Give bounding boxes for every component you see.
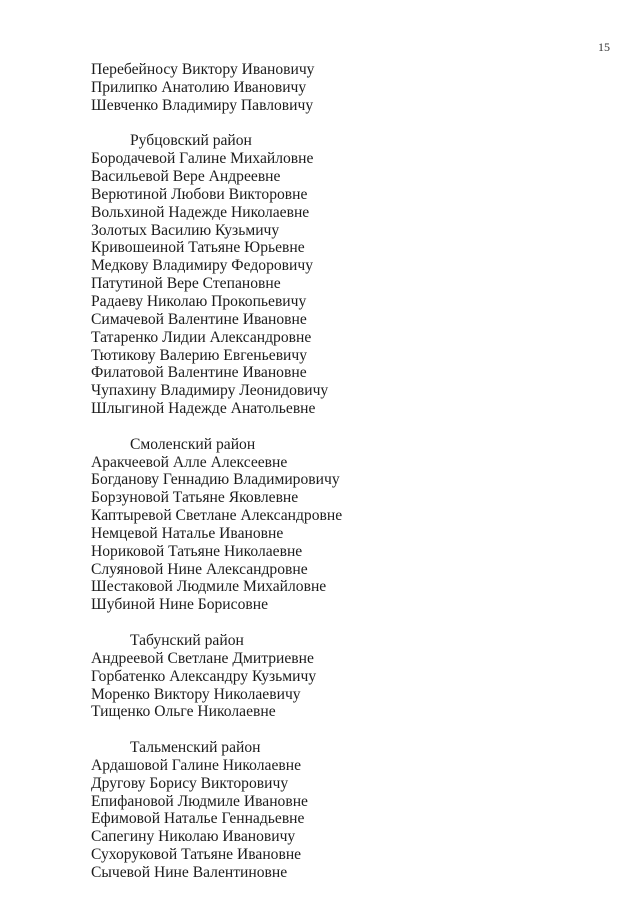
person-name: Шлыгиной Надежде Анатольевне xyxy=(91,400,316,418)
person-name: Слуяновой Нине Александровне xyxy=(91,560,308,578)
person-name: Патутиной Вере Степановне xyxy=(91,275,281,293)
district-heading: Рубцовский район xyxy=(130,132,252,150)
person-name: Прилипко Анатолию Ивановичу xyxy=(91,78,307,96)
person-name: Верютиной Любови Викторовне xyxy=(91,185,308,203)
person-name: Перебейносу Виктору Ивановичу xyxy=(91,61,315,78)
person-name: Сычевой Нине Валентиновне xyxy=(91,863,288,881)
person-name: Золотых Василию Кузьмичу xyxy=(91,221,280,239)
district-section-tabunsky xyxy=(91,632,342,721)
person-name: Тищенко Ольге Николаевне xyxy=(91,703,276,721)
person-name: Тютикову Валерию Евгеньевичу xyxy=(91,346,308,364)
district-section-smolensky xyxy=(91,436,342,614)
spacer xyxy=(91,614,342,632)
person-name: Другову Борису Викторовичу xyxy=(91,774,289,792)
person-name: Филатовой Валентине Ивановне xyxy=(91,364,307,382)
person-name: Шубиной Нине Борисовне xyxy=(91,596,268,614)
person-name: Каптыревой Светлане Александровне xyxy=(91,507,343,525)
top-name-group xyxy=(91,61,342,115)
award-list xyxy=(91,61,342,882)
person-name: Радаеву Николаю Прокопьевичу xyxy=(91,292,307,310)
person-name: Аракчеевой Алле Алексеевне xyxy=(91,453,288,471)
person-name: Симачевой Валентине Ивановне xyxy=(91,310,307,328)
person-name: Сухоруковой Татьяне Ивановне xyxy=(91,846,302,864)
person-name: Бородачевой Галине Михайловне xyxy=(91,150,314,168)
person-name: Медкову Владимиру Федоровичу xyxy=(91,257,314,275)
person-name: Кривошеиной Татьяне Юрьевне xyxy=(91,239,305,257)
district-heading: Смоленский район xyxy=(130,435,256,453)
person-name: Борзуновой Татьяне Яковлевне xyxy=(91,489,299,507)
person-name: Вольхиной Надежде Николаевне xyxy=(91,203,310,221)
page-number: 15 xyxy=(598,40,610,54)
person-name: Епифановой Людмиле Ивановне xyxy=(91,792,308,810)
person-name: Татаренко Лидии Александровне xyxy=(91,328,312,346)
person-name: Васильевой Вере Андреевне xyxy=(91,168,281,186)
person-name: Немцевой Наталье Ивановне xyxy=(91,524,284,542)
spacer xyxy=(91,418,342,436)
person-name: Шевченко Владимиру Павловичу xyxy=(91,96,314,114)
person-name: Горбатенко Александру Кузьмичу xyxy=(91,667,317,685)
person-name: Ефимовой Наталье Геннадьевне xyxy=(91,810,305,828)
person-name: Шестаковой Людмиле Михайловне xyxy=(91,578,327,596)
district-section-rubtsovsky xyxy=(91,132,342,418)
district-heading: Табунский район xyxy=(130,632,244,649)
spacer xyxy=(91,721,342,739)
person-name: Богданову Геннадию Владимировичу xyxy=(91,471,340,489)
person-name: Нориковой Татьяне Николаевне xyxy=(91,542,303,560)
person-name: Сапегину Николаю Ивановичу xyxy=(91,828,296,846)
district-heading: Тальменский район xyxy=(130,739,261,757)
district-section-talmensky xyxy=(91,739,342,882)
person-name: Моренко Виктору Николаевичу xyxy=(91,685,301,703)
person-name: Андреевой Светлане Дмитриевне xyxy=(91,649,314,667)
person-name: Чупахину Владимиру Леонидовичу xyxy=(91,382,329,400)
spacer xyxy=(91,115,342,133)
person-name: Ардашовой Галине Николаевне xyxy=(91,756,302,774)
